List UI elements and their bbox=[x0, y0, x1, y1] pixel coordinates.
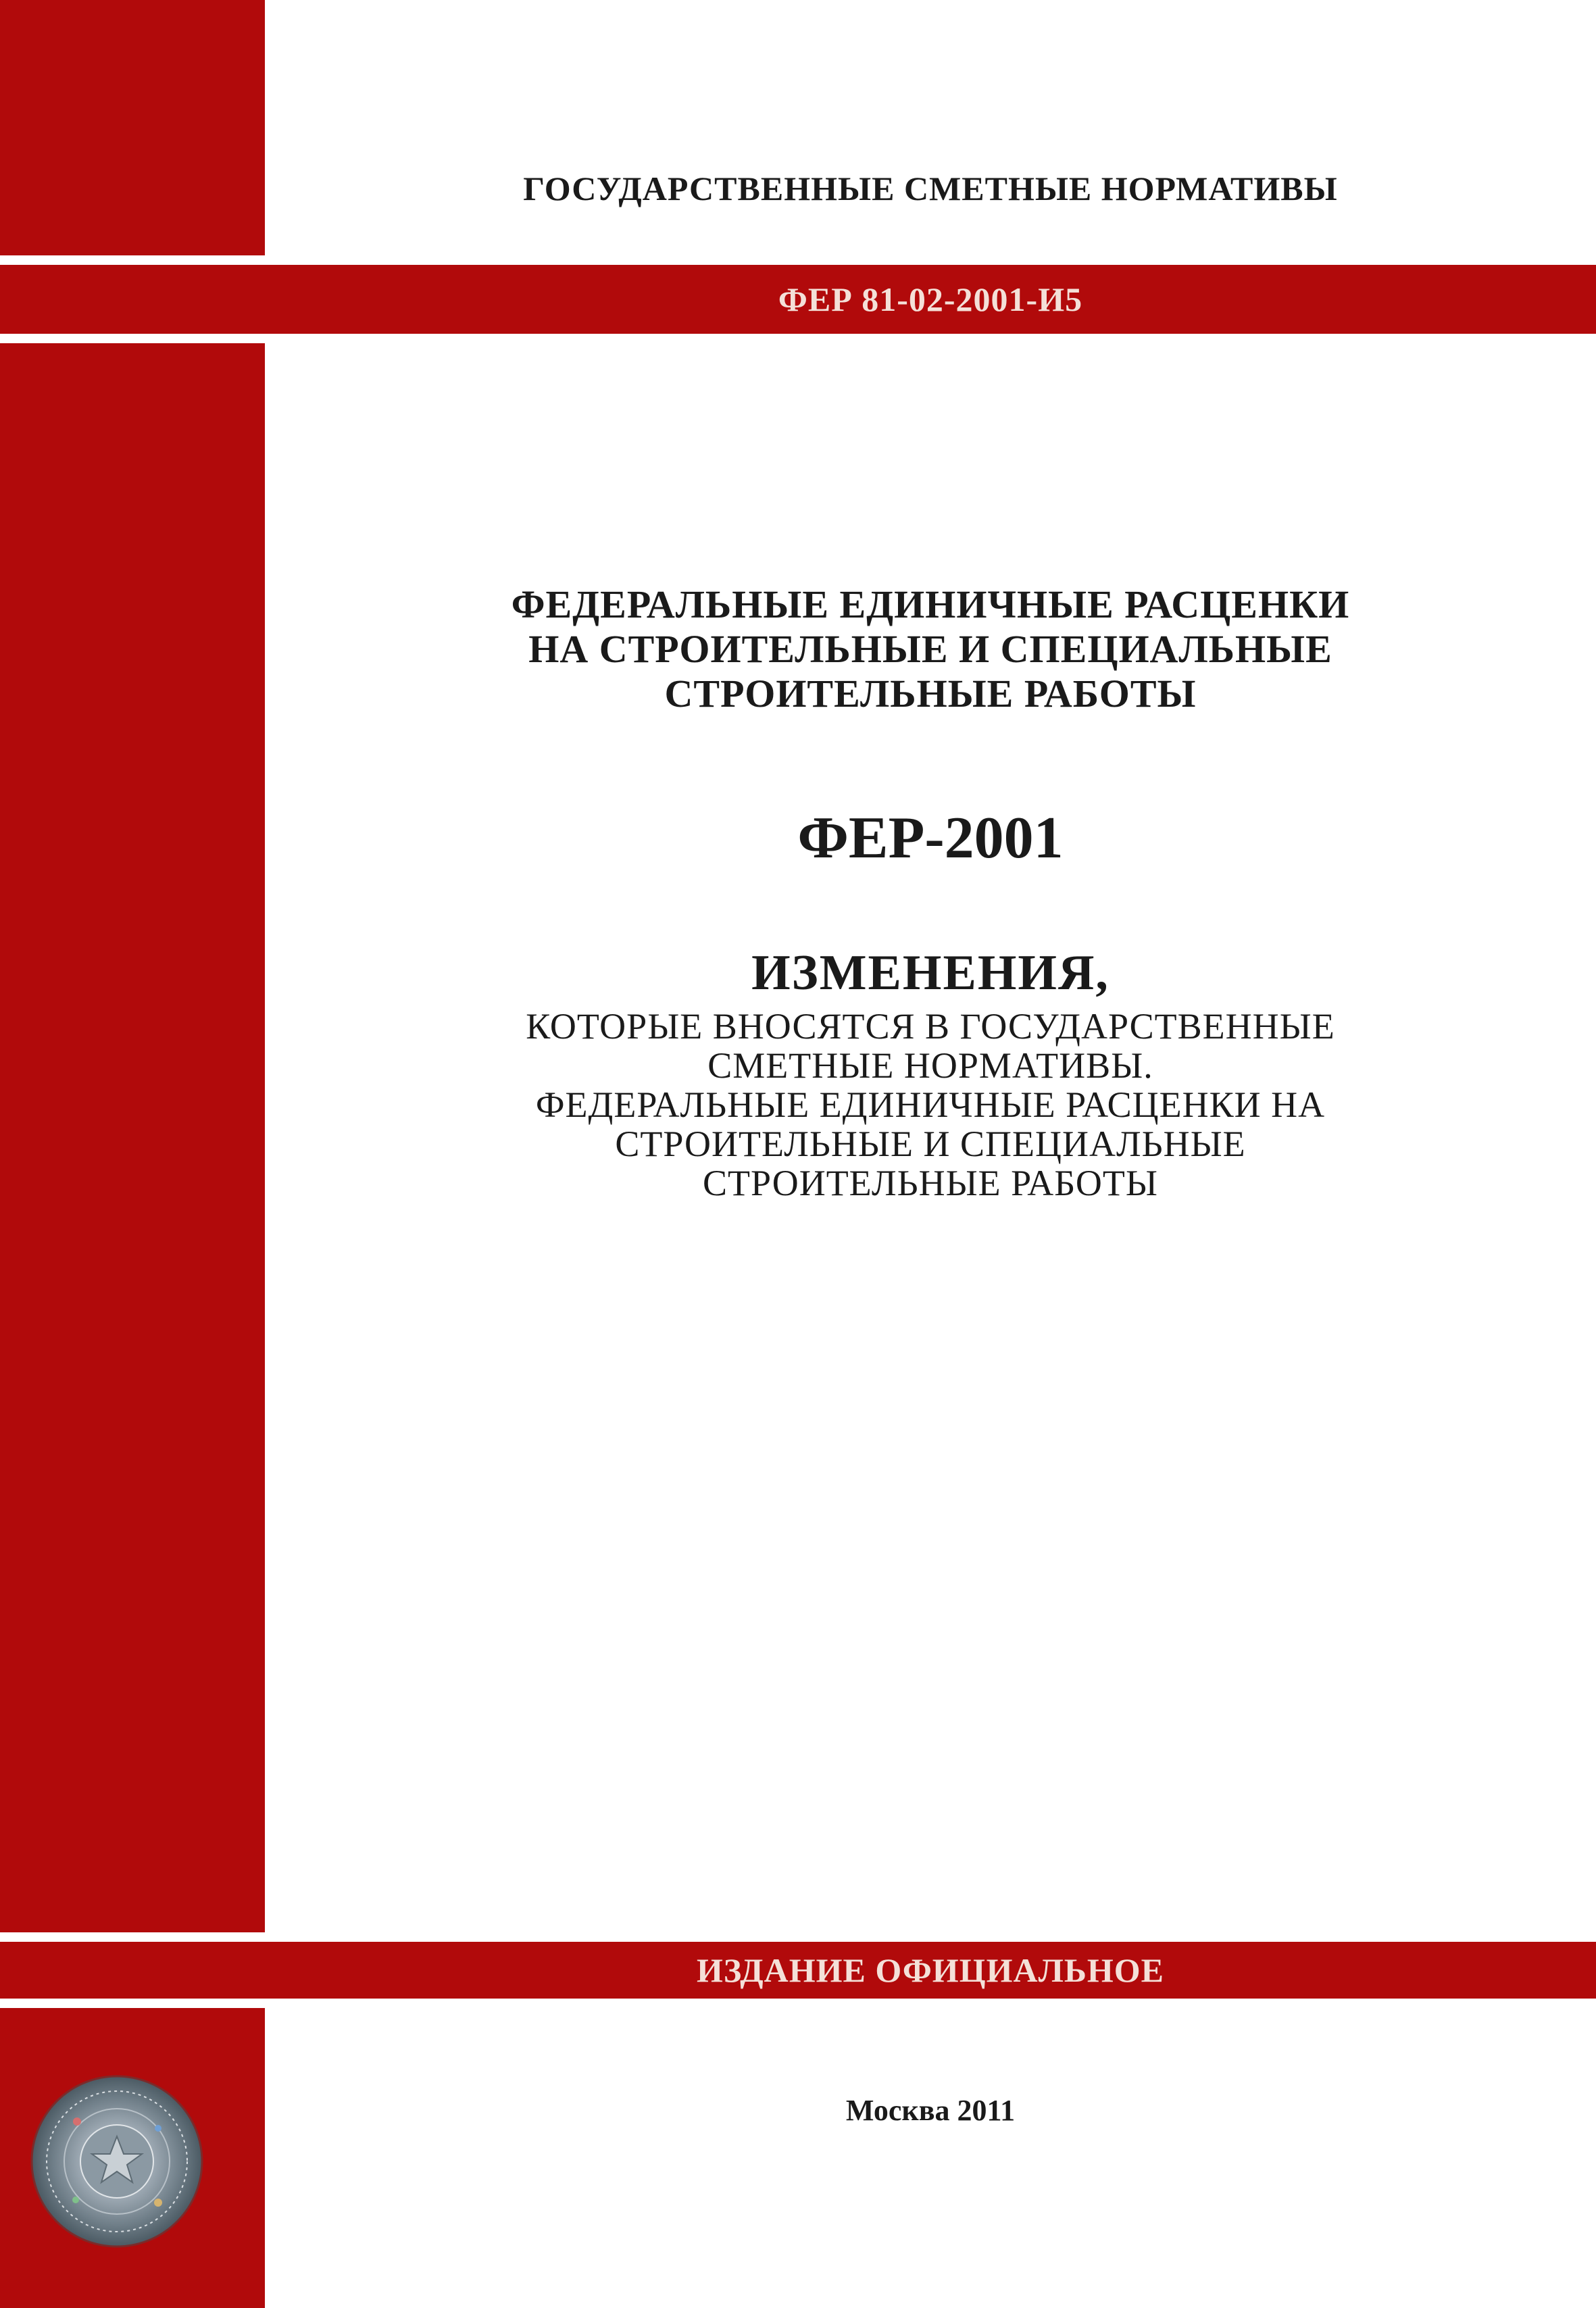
publication-place-year: Москва 2011 bbox=[845, 2094, 1016, 2127]
document-code: ФЕР 81-02-2001-И5 bbox=[778, 280, 1083, 318]
changes-line: КОТОРЫЕ ВНОСЯТСЯ В ГОСУДАРСТВЕННЫЕ bbox=[526, 1006, 1335, 1047]
changes-line: СМЕТНЫЕ НОРМАТИВЫ. bbox=[707, 1045, 1153, 1086]
bottom-red-band bbox=[0, 1942, 1596, 1999]
changes-line: СТРОИТЕЛЬНЫЕ РАБОТЫ bbox=[703, 1163, 1158, 1203]
main-title-line: СТРОИТЕЛЬНЫЕ РАБОТЫ bbox=[664, 672, 1197, 716]
changes-line: ФЕДЕРАЛЬНЫЕ ЕДИНИЧНЫЕ РАСЦЕНКИ НА bbox=[535, 1084, 1326, 1125]
edition-label: ИЗДАНИЕ ОФИЦИАЛЬНОЕ bbox=[696, 1951, 1165, 1989]
changes-line: СТРОИТЕЛЬНЫЕ И СПЕЦИАЛЬНЫЕ bbox=[615, 1124, 1246, 1164]
hologram-seal-icon bbox=[30, 2074, 204, 2249]
red-side-stripe bbox=[0, 0, 265, 255]
main-title-line: ФЕДЕРАЛЬНЫЕ ЕДИНИЧНЫЕ РАСЦЕНКИ bbox=[511, 582, 1350, 626]
standard-code: ФЕР-2001 bbox=[797, 805, 1064, 871]
series-title: ГОСУДАРСТВЕННЫЕ СМЕТНЫЕ НОРМАТИВЫ bbox=[523, 170, 1338, 207]
changes-description bbox=[265, 1007, 1596, 1203]
changes-heading: ИЗМЕНЕНИЯ, bbox=[751, 945, 1109, 1001]
main-title bbox=[265, 582, 1596, 716]
main-title-line: НА СТРОИТЕЛЬНЫЕ И СПЕЦИАЛЬНЫЕ bbox=[528, 627, 1332, 671]
top-red-band bbox=[0, 265, 1596, 334]
red-side-stripe bbox=[0, 343, 265, 1932]
